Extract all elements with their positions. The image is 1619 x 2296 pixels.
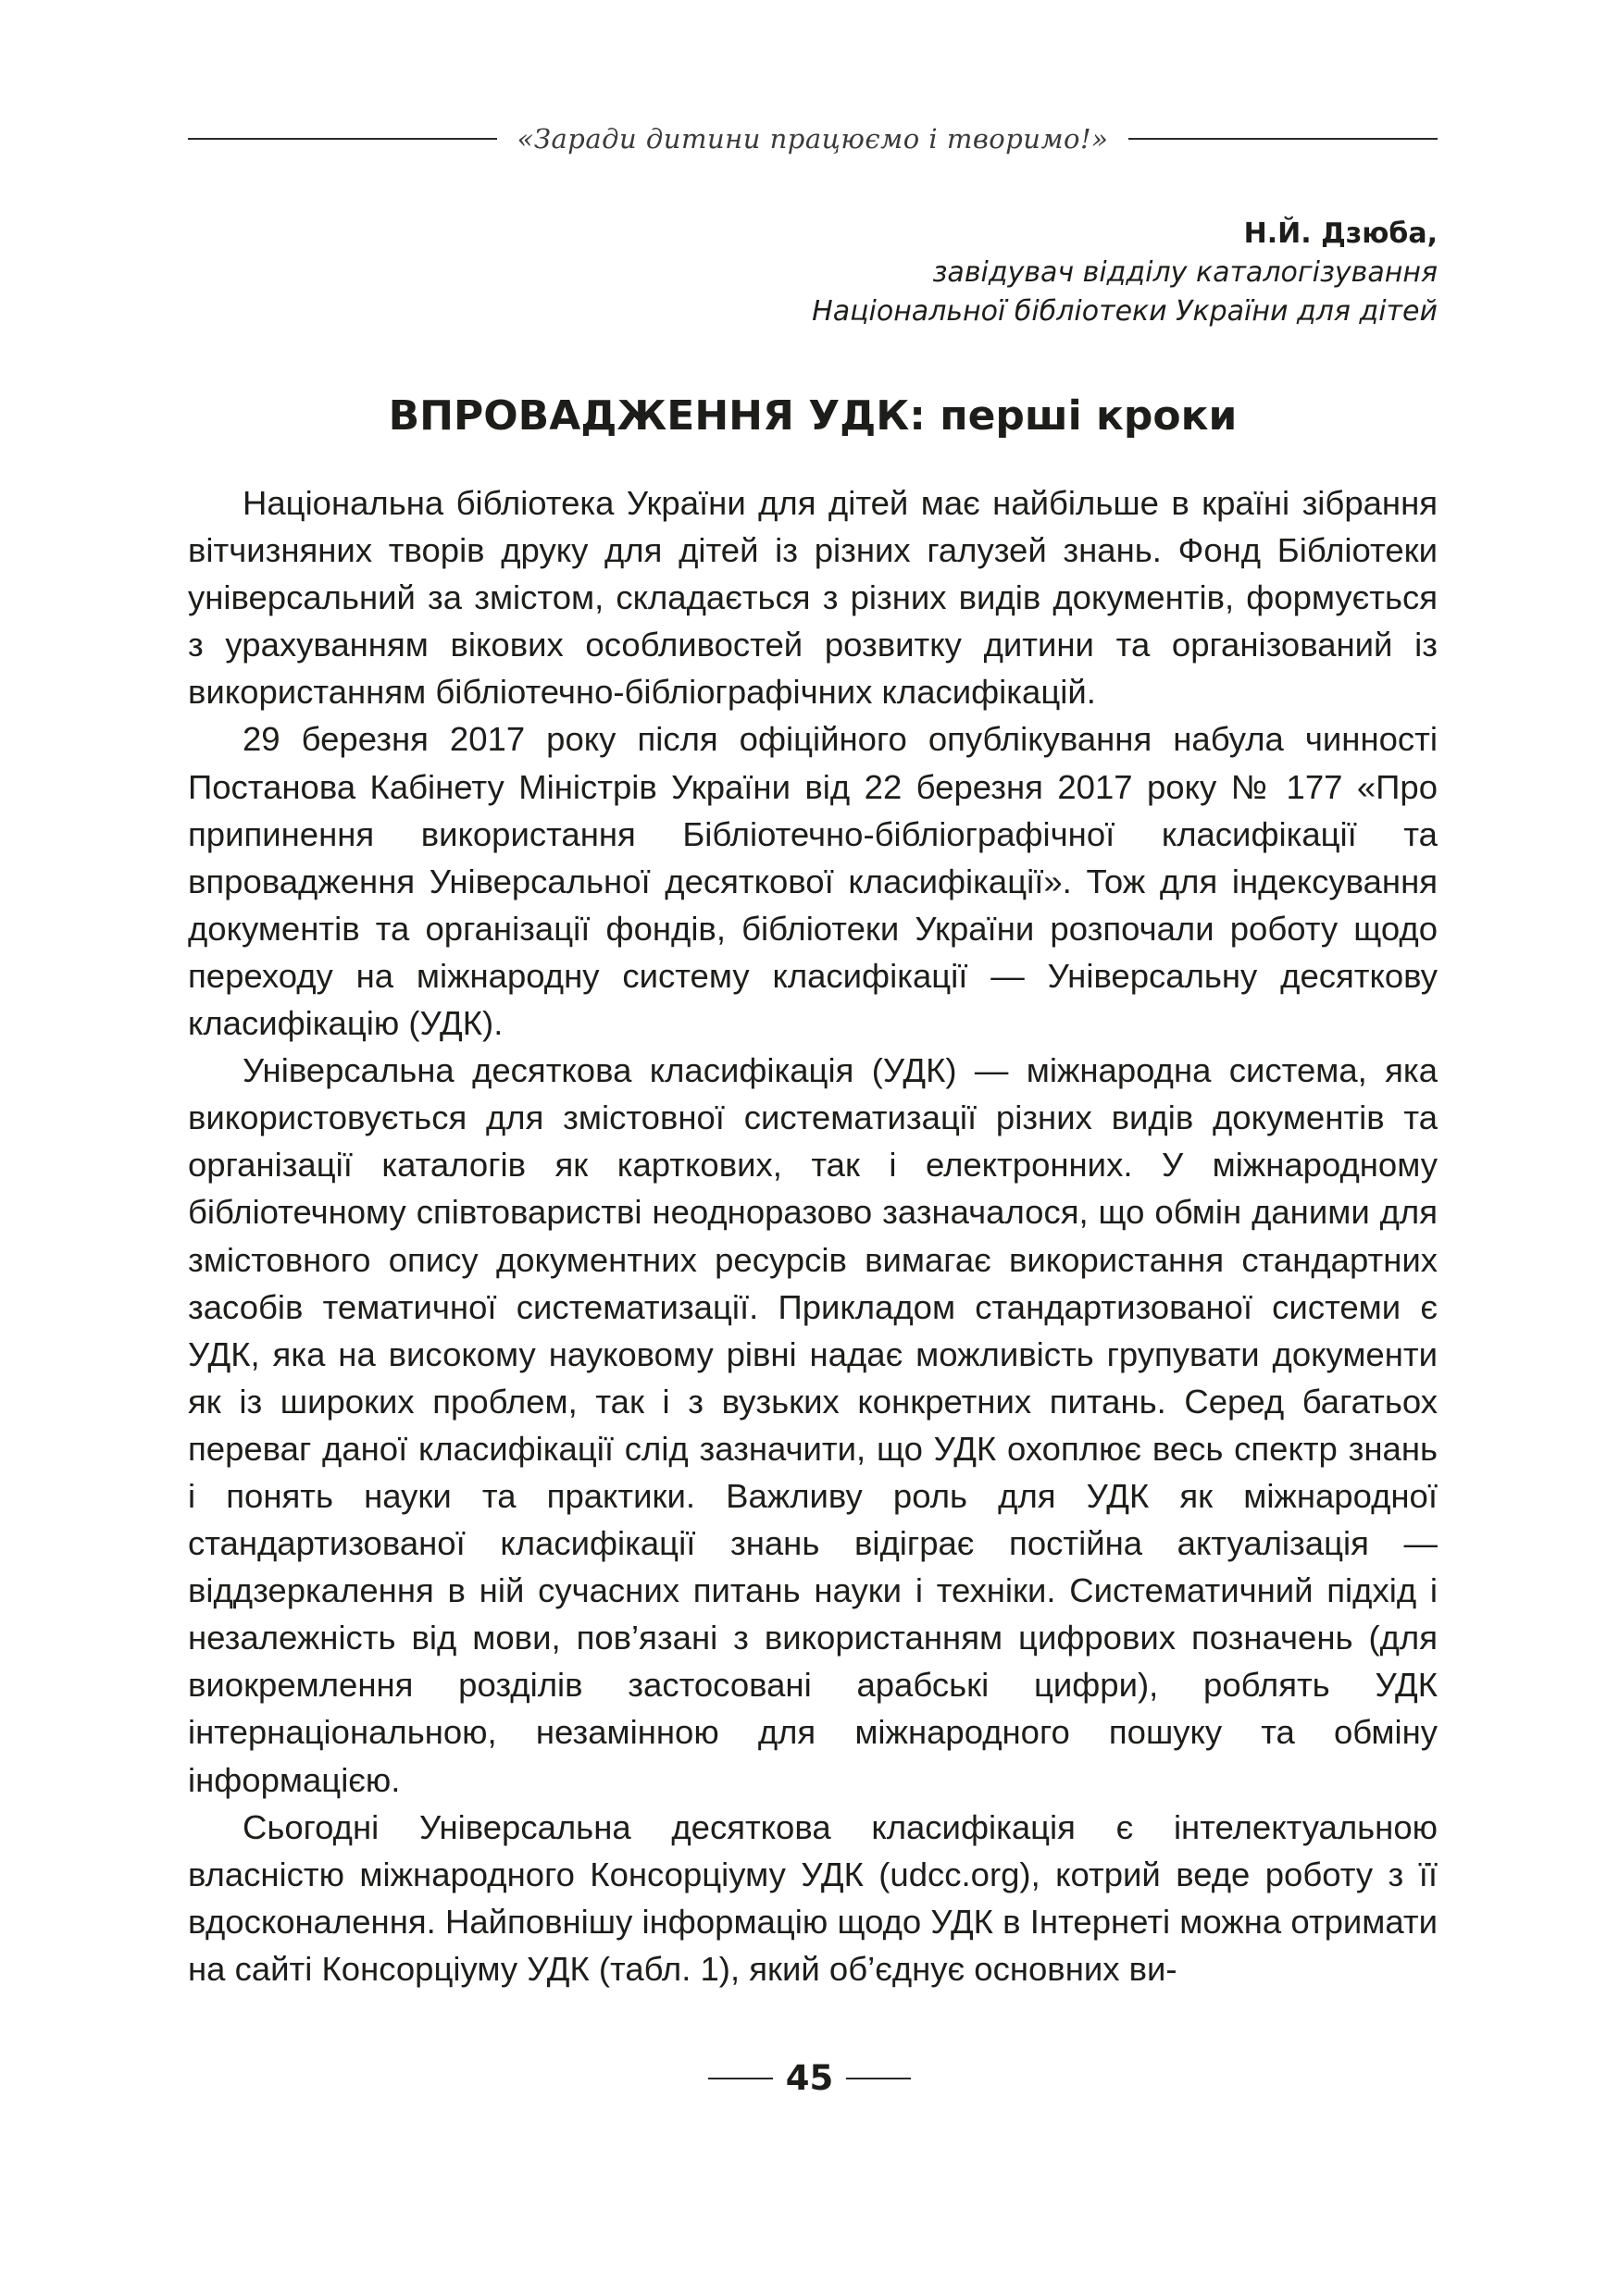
article-title: ВПРОВАДЖЕННЯ УДК: перші кроки — [388, 392, 1238, 440]
header-rule-right — [1128, 138, 1438, 140]
header-rule-left — [188, 138, 497, 140]
running-header — [188, 109, 1438, 168]
paragraph-4: Сьогодні Універсальна десяткова класифікація є інтелектуальною власністю міжнародного Консорціуму УДК (udcc.org), котрий веде роботу з її вдосконалення. Найповнішу інформацію щодо УДК в Інтернеті можна отримати на сайті Консорціуму УДК (табл. 1), який об’єднує основних ви- — [188, 1807, 1438, 1988]
page-footer — [0, 2058, 1619, 2098]
paragraph-3: Універсальна десяткова класифікація (УДК) — міжнародна система, яка використовується для змістовної систематизації різних видів документів та організації каталогів як карткових, так і електронних. У міжнародному бібліотечному співтоваристві неодноразово зазначалося, що обмін даними для змістовного опису документних ресурсів вимагає використання стандартних засобів тематичної систематизації. Прикладом стандартизованої системи є УДК, яка на високому науковому рівні надає можливість групувати документи як із широких проблем, так і з вузьких конкретних питань. Серед багатьох переваг даної класифікації слід зазначити, що УДК охоплює весь спектр знань і понять науки та практики. Важливу роль для УДК як міжнародної стандартизованої класифікації знань відіграє постійна актуалізація — віддзеркалення в ній сучасних питань науки і техніки. Систематичний підхід і незалежність від мови, пов’язані з використанням цифрових позначень (для виокремлення розділів застосовані арабські цифри), роблять УДК інтернаціональною, незамінною для міжнародного пошуку та обміну інформацією. — [188, 1051, 1438, 1799]
footer-dash-right — [846, 2078, 911, 2079]
article-body — [188, 479, 1438, 1992]
header-motto: «Заради дитини працюємо і творимо!» — [517, 123, 1109, 155]
author-block — [812, 215, 1438, 331]
footer-dash-left — [708, 2078, 773, 2079]
author-position-line-1: завідувач відділу каталогізування — [932, 256, 1438, 289]
paragraph-2: 29 березня 2017 року після офіційного опублікування набула чинності Постанова Кабінету Міністрів України від 22 березня 2017 року № 177 «Про припинення використання Бібліотечно-бібліографічної класифікації та впровадження Універсальної десяткової класифікації». Тож для індексування документів та організації фондів, бібліотеки України розпочали роботу щодо переходу на міжнародну систему класифікації — Універсальну десяткову класифікацію (УДК). — [188, 720, 1438, 1043]
page-number: 45 — [785, 2058, 834, 2098]
author-name: Н.Й. Дзюба, — [1243, 217, 1438, 250]
author-position-line-2: Національної бібліотеки України для дітей — [812, 295, 1438, 328]
paragraph-1: Національна бібліотека України для дітей має найбільше в країні зібрання вітчизняних творів друку для дітей із різних галузей знань. Фонд Бібліотеки універсальний за змістом, складається з різних видів документів, формується з урахуванням вікових особливостей розвитку дитини та організований із використанням бібліотечно-бібліографічних класифікацій. — [188, 484, 1438, 712]
